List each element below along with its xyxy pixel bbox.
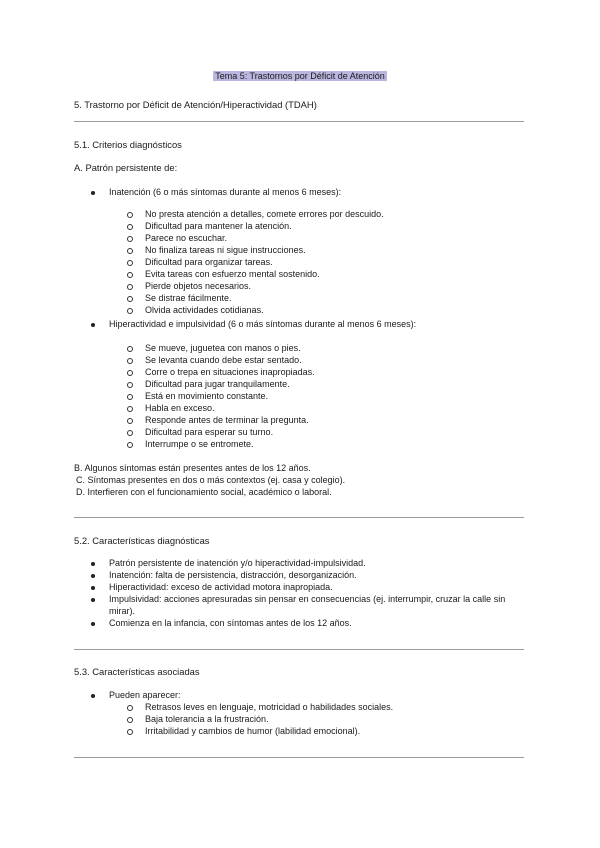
criterion-a: A. Patrón persistente de: xyxy=(74,162,178,173)
list-item: Habla en exceso. xyxy=(145,403,215,413)
document-title xyxy=(0,71,600,82)
list-item: Pierde objetos necesarios. xyxy=(145,281,252,291)
list-item: No presta atención a detalles, comete errores por descuido. xyxy=(145,209,384,219)
main-heading: 5. Trastorno por Déficit de Atención/Hiperactividad (TDAH) xyxy=(74,99,317,110)
list-item: Se levanta cuando debe estar sentado. xyxy=(145,355,302,365)
list-item: Comienza en la infancia, con síntomas antes de los 12 años. xyxy=(109,618,352,628)
list-item: Patrón persistente de inatención y/o hiperactividad-impulsividad. xyxy=(109,558,366,568)
circle-bullet-icon xyxy=(127,284,133,290)
circle-bullet-icon xyxy=(127,370,133,376)
divider xyxy=(74,121,524,122)
circle-bullet-icon xyxy=(127,236,133,242)
list-item: Impulsividad: acciones apresuradas sin pensar en consecuencias (ej. interrumpir, cruzar la calle sin xyxy=(109,594,506,604)
circle-bullet-icon xyxy=(127,358,133,364)
circle-bullet-icon xyxy=(127,729,133,735)
circle-bullet-icon xyxy=(127,308,133,314)
list-item-continuation: mirar). xyxy=(109,606,135,616)
bullet-dot-icon xyxy=(91,598,95,602)
divider xyxy=(74,517,524,518)
bullet-dot-icon xyxy=(91,562,95,566)
inattention-label: Inatención (6 o más síntomas durante al menos 6 meses): xyxy=(109,187,342,197)
list-item: Evita tareas con esfuerzo mental sostenido. xyxy=(145,269,320,279)
list-item: Dificultad para mantener la atención. xyxy=(145,221,292,231)
list-item: Corre o trepa en situaciones inapropiadas. xyxy=(145,367,315,377)
list-item: Dificultad para esperar su turno. xyxy=(145,427,274,437)
criterion-b: B. Algunos síntomas están presentes antes de los 12 años. xyxy=(74,463,311,473)
bullet-dot-icon xyxy=(91,622,95,626)
bullet-dot-icon xyxy=(91,694,95,698)
list-item: Dificultad para jugar tranquilamente. xyxy=(145,379,290,389)
criterion-d: D. Interfieren con el funcionamiento social, académico o laboral. xyxy=(76,487,332,497)
list-item: Retrasos leves en lenguaje, motricidad o habilidades sociales. xyxy=(145,702,394,712)
circle-bullet-icon xyxy=(127,224,133,230)
circle-bullet-icon xyxy=(127,212,133,218)
circle-bullet-icon xyxy=(127,406,133,412)
bullet-dot-icon xyxy=(91,586,95,590)
list-item: Parece no escuchar. xyxy=(145,233,228,243)
circle-bullet-icon xyxy=(127,394,133,400)
circle-bullet-icon xyxy=(127,272,133,278)
list-item: Inatención: falta de persistencia, distracción, desorganización. xyxy=(109,570,357,580)
list-item: Se mueve, juguetea con manos o pies. xyxy=(145,343,301,353)
section-heading: 5.2. Características diagnósticas xyxy=(74,535,210,546)
divider xyxy=(74,757,524,758)
section-heading: 5.3. Características asociadas xyxy=(74,666,200,677)
circle-bullet-icon xyxy=(127,248,133,254)
bullet-dot-icon xyxy=(91,323,95,327)
circle-bullet-icon xyxy=(127,705,133,711)
hyperactivity-label: Hiperactividad e impulsividad (6 o más síntomas durante al menos 6 meses): xyxy=(109,319,417,329)
circle-bullet-icon xyxy=(127,442,133,448)
divider xyxy=(74,649,524,650)
list-item: Baja tolerancia a la frustración. xyxy=(145,714,269,724)
list-item: No finaliza tareas ni sigue instrucciones. xyxy=(145,245,306,255)
list-item: Olvida actividades cotidianas. xyxy=(145,305,264,315)
list-item: Hiperactividad: exceso de actividad motora inapropiada. xyxy=(109,582,333,592)
circle-bullet-icon xyxy=(127,430,133,436)
circle-bullet-icon xyxy=(127,418,133,424)
bullet-dot-icon xyxy=(91,574,95,578)
document-title-text: Tema 5: Trastornos por Déficit de Atención xyxy=(215,71,385,81)
list-item: Dificultad para organizar tareas. xyxy=(145,257,273,267)
bullet-dot-icon xyxy=(91,191,95,195)
circle-bullet-icon xyxy=(127,382,133,388)
circle-bullet-icon xyxy=(127,717,133,723)
list-item: Responde antes de terminar la pregunta. xyxy=(145,415,309,425)
section-heading: 5.1. Criterios diagnósticos xyxy=(74,139,182,150)
list-item: Se distrae fácilmente. xyxy=(145,293,232,303)
circle-bullet-icon xyxy=(127,296,133,302)
list-item: Está en movimiento constante. xyxy=(145,391,269,401)
list-lead: Pueden aparecer: xyxy=(109,690,181,700)
criterion-c: C. Síntomas presentes en dos o más contextos (ej. casa y colegio). xyxy=(76,475,346,485)
list-item: Irritabilidad y cambios de humor (labilidad emocional). xyxy=(145,726,361,736)
circle-bullet-icon xyxy=(127,260,133,266)
list-item: Interrumpe o se entromete. xyxy=(145,439,254,449)
circle-bullet-icon xyxy=(127,346,133,352)
